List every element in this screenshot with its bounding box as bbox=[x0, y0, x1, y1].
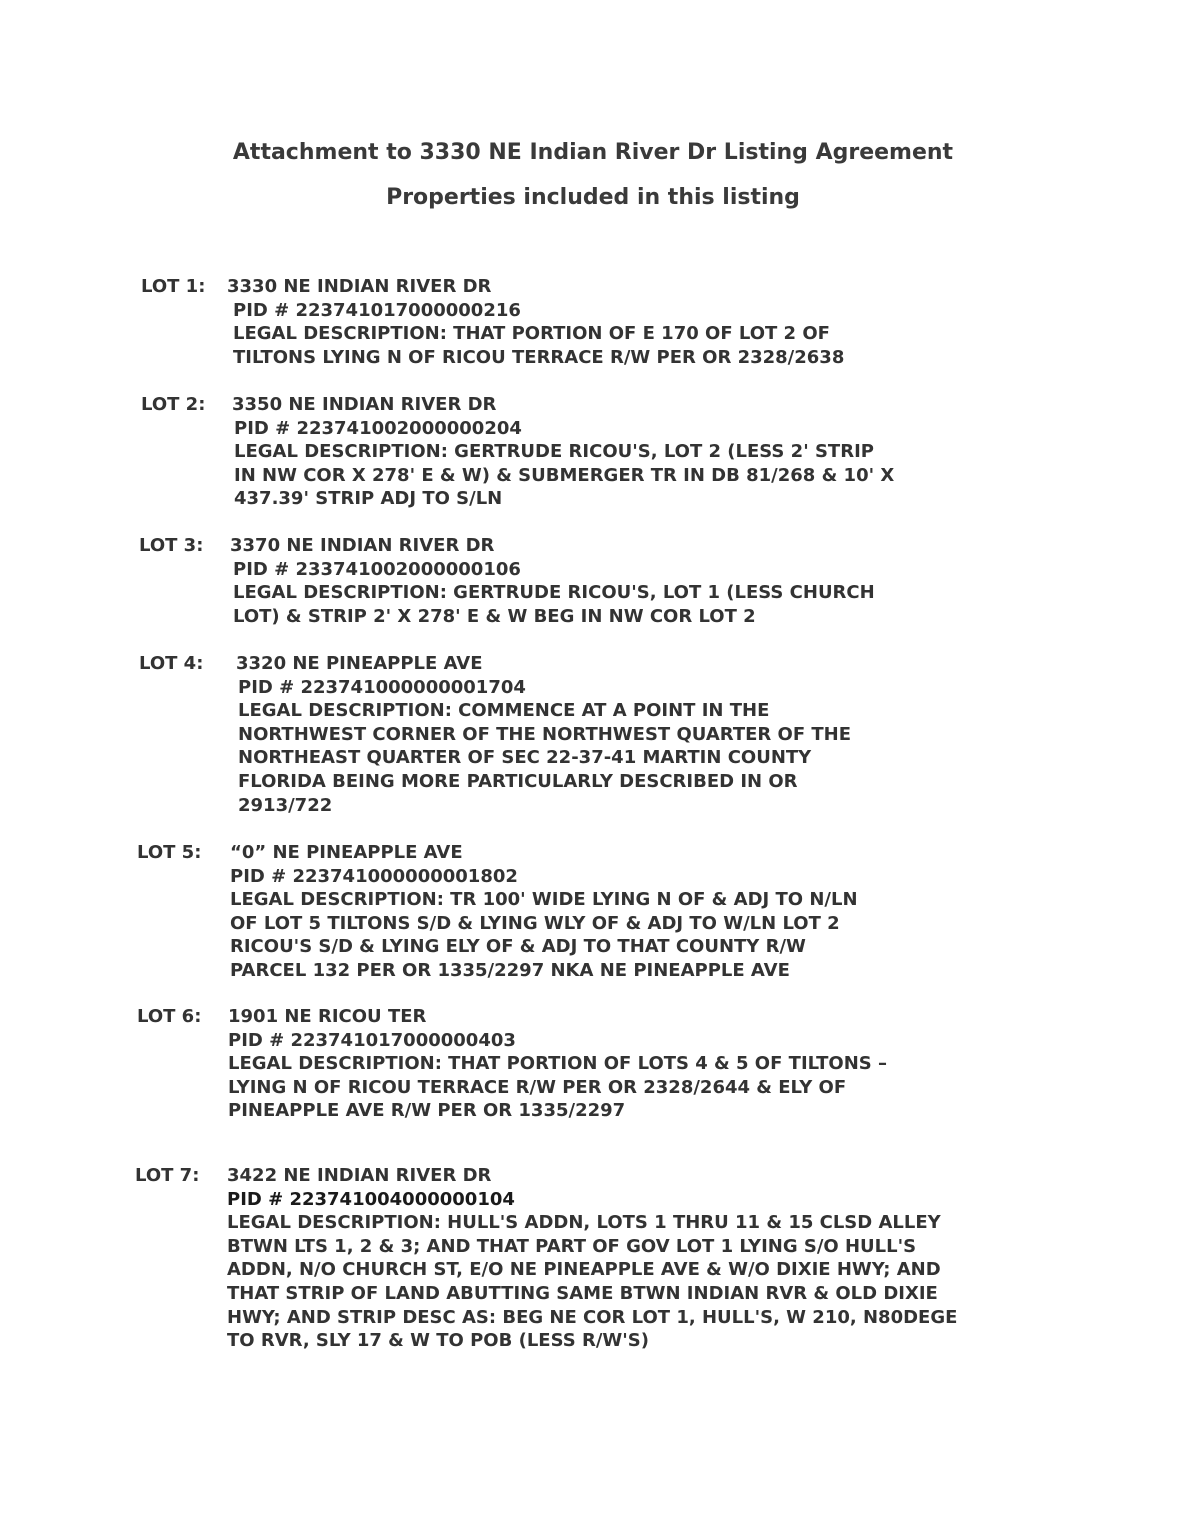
lot-pid: PID # 223741017000000216 bbox=[233, 299, 521, 321]
lot-legal-line: RICOU'S S/D & LYING ELY OF & ADJ TO THAT COUNTY R/W bbox=[230, 936, 806, 958]
lot-legal-line: 437.39' STRIP ADJ TO S/LN bbox=[234, 488, 503, 510]
lot-details bbox=[227, 275, 844, 369]
lot-details bbox=[230, 841, 858, 983]
lot-legal-line: LYING N OF RICOU TERRACE R/W PER OR 2328/2644 & ELY OF bbox=[228, 1076, 847, 1098]
lot-legal-line: LEGAL DESCRIPTION: TR 100' WIDE LYING N OF & ADJ TO N/LN bbox=[230, 889, 858, 911]
lot-address: 3350 NE INDIAN RIVER DR bbox=[232, 394, 497, 415]
lot-details bbox=[230, 534, 875, 628]
lot-legal-line: PINEAPPLE AVE R/W PER OR 1335/2297 bbox=[228, 1100, 626, 1122]
lot-details bbox=[227, 1164, 957, 1353]
lot-legal-line: THAT STRIP OF LAND ABUTTING SAME BTWN INDIAN RVR & OLD DIXIE bbox=[227, 1282, 938, 1304]
lot-legal-line: NORTHWEST CORNER OF THE NORTHWEST QUARTER OF THE bbox=[238, 723, 852, 745]
lot-label: LOT 4: bbox=[139, 653, 204, 674]
lot-details bbox=[232, 393, 894, 511]
lot-legal-line: 2913/722 bbox=[238, 794, 333, 816]
lot-address: 3320 NE PINEAPPLE AVE bbox=[236, 653, 483, 674]
lot-details bbox=[236, 652, 851, 817]
lot-legal-line: IN NW COR X 278' E & W) & SUBMERGER TR IN DB 81/268 & 10' X bbox=[234, 464, 895, 486]
lot-legal-line: LEGAL DESCRIPTION: COMMENCE AT A POINT IN THE bbox=[238, 700, 770, 722]
lot-legal-line: TILTONS LYING N OF RICOU TERRACE R/W PER OR 2328/2638 bbox=[233, 346, 845, 368]
document-subtitle: Properties included in this listing bbox=[386, 185, 800, 210]
lot-label: LOT 5: bbox=[137, 842, 202, 863]
lot-pid: PID # 223741000000001802 bbox=[230, 865, 518, 887]
lot-label: LOT 1: bbox=[141, 276, 206, 297]
document-title: Attachment to 3330 NE Indian River Dr Listing Agreement bbox=[232, 140, 954, 165]
lot-pid: PID # 223741004000000104 bbox=[227, 1188, 515, 1210]
lot-label: LOT 3: bbox=[139, 535, 204, 556]
lot-legal-line: OF LOT 5 TILTONS S/D & LYING WLY OF & ADJ TO W/LN LOT 2 bbox=[230, 912, 840, 934]
lot-pid: PID # 223741000000001704 bbox=[238, 676, 526, 698]
lot-pid: PID # 233741002000000106 bbox=[233, 558, 521, 580]
lot-legal-line: HWY; AND STRIP DESC AS: BEG NE COR LOT 1, HULL'S, W 210, N80DEGE bbox=[227, 1306, 958, 1328]
lot-address: 3422 NE INDIAN RIVER DR bbox=[227, 1165, 492, 1186]
lot-label: LOT 7: bbox=[135, 1165, 200, 1186]
lot-pid: PID # 223741002000000204 bbox=[234, 417, 522, 439]
lot-legal-line: NORTHEAST QUARTER OF SEC 22-37-41 MARTIN COUNTY bbox=[238, 747, 812, 769]
lot-pid: PID # 223741017000000403 bbox=[228, 1029, 516, 1051]
lot-address: “0” NE PINEAPPLE AVE bbox=[230, 842, 463, 863]
lot-legal-line: ADDN, N/O CHURCH ST, E/O NE PINEAPPLE AVE & W/O DIXIE HWY; AND bbox=[227, 1259, 941, 1281]
lot-legal-line: PARCEL 132 PER OR 1335/2297 NKA NE PINEAPPLE AVE bbox=[230, 959, 790, 981]
lot-details bbox=[228, 1005, 887, 1123]
lot-address: 1901 NE RICOU TER bbox=[228, 1006, 427, 1027]
lot-label: LOT 6: bbox=[137, 1006, 202, 1027]
lot-legal-line: LOT) & STRIP 2' X 278' E & W BEG IN NW COR LOT 2 bbox=[233, 605, 756, 627]
lot-legal-line: LEGAL DESCRIPTION: GERTRUDE RICOU'S, LOT 2 (LESS 2' STRIP bbox=[234, 441, 874, 463]
lot-legal-line: FLORIDA BEING MORE PARTICULARLY DESCRIBED IN OR bbox=[238, 770, 798, 792]
lot-legal-line: LEGAL DESCRIPTION: HULL'S ADDN, LOTS 1 THRU 11 & 15 CLSD ALLEY bbox=[227, 1212, 941, 1234]
lot-legal-line: TO RVR, SLY 17 & W TO POB (LESS R/W'S) bbox=[227, 1330, 649, 1352]
lot-address: 3370 NE INDIAN RIVER DR bbox=[230, 535, 495, 556]
lot-legal-line: BTWN LTS 1, 2 & 3; AND THAT PART OF GOV LOT 1 LYING S/O HULL'S bbox=[227, 1235, 917, 1257]
lot-legal-line: LEGAL DESCRIPTION: THAT PORTION OF E 170 OF LOT 2 OF bbox=[233, 323, 830, 345]
lot-legal-line: LEGAL DESCRIPTION: THAT PORTION OF LOTS 4 & 5 OF TILTONS – bbox=[228, 1053, 888, 1075]
lot-label: LOT 2: bbox=[141, 394, 206, 415]
lot-address: 3330 NE INDIAN RIVER DR bbox=[227, 276, 492, 297]
lot-legal-line: LEGAL DESCRIPTION: GERTRUDE RICOU'S, LOT 1 (LESS CHURCH bbox=[233, 582, 875, 604]
